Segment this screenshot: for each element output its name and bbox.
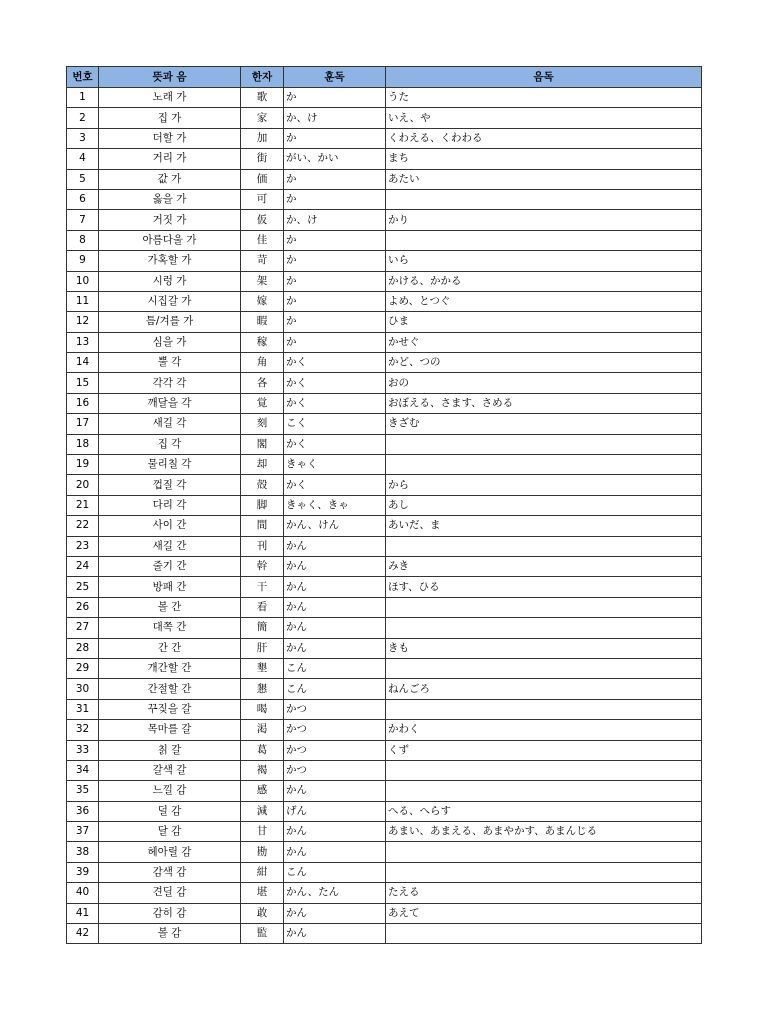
row-number: 9 xyxy=(67,251,99,271)
row-hundok: か、け xyxy=(284,108,386,128)
row-hundok: こん xyxy=(284,658,386,678)
row-number: 3 xyxy=(67,128,99,148)
row-eumdok: きも xyxy=(386,638,702,658)
header-number: 번호 xyxy=(67,67,99,88)
row-hanja: 稼 xyxy=(241,332,284,352)
row-hundok: げん xyxy=(284,801,386,821)
row-eumdok: おの xyxy=(386,373,702,393)
row-hundok: かん xyxy=(284,903,386,923)
row-hundok: かく xyxy=(284,353,386,373)
row-eumdok: かわく xyxy=(386,720,702,740)
row-hanja: 嫁 xyxy=(241,291,284,311)
row-hanja: 減 xyxy=(241,801,284,821)
row-number: 39 xyxy=(67,862,99,882)
row-hanja: 敢 xyxy=(241,903,284,923)
row-hanja: 歌 xyxy=(241,88,284,108)
row-meaning-sound: 볼 감 xyxy=(99,924,241,944)
row-hundok: かく xyxy=(284,373,386,393)
row-number: 17 xyxy=(67,414,99,434)
row-eumdok: うた xyxy=(386,88,702,108)
kanji-table xyxy=(66,66,702,944)
row-hanja: 刊 xyxy=(241,536,284,556)
row-meaning-sound: 새길 각 xyxy=(99,414,241,434)
row-hanja: 仮 xyxy=(241,210,284,230)
row-eumdok: おぼえる、さます、さめる xyxy=(386,393,702,413)
row-number: 30 xyxy=(67,679,99,699)
row-hundok: こん xyxy=(284,862,386,882)
table-row xyxy=(67,781,702,801)
row-meaning-sound: 달 감 xyxy=(99,822,241,842)
row-eumdok: いえ、や xyxy=(386,108,702,128)
row-number: 32 xyxy=(67,720,99,740)
row-hundok: か xyxy=(284,169,386,189)
row-eumdok: あし xyxy=(386,495,702,515)
row-number: 7 xyxy=(67,210,99,230)
row-eumdok: あたい xyxy=(386,169,702,189)
row-hundok: かん xyxy=(284,781,386,801)
row-eumdok xyxy=(386,597,702,617)
row-hundok: か xyxy=(284,312,386,332)
row-hanja: 価 xyxy=(241,169,284,189)
row-number: 38 xyxy=(67,842,99,862)
row-number: 18 xyxy=(67,434,99,454)
row-hanja: 肝 xyxy=(241,638,284,658)
row-hanja: 渇 xyxy=(241,720,284,740)
row-hanja: 監 xyxy=(241,924,284,944)
row-number: 23 xyxy=(67,536,99,556)
row-meaning-sound: 감히 감 xyxy=(99,903,241,923)
row-eumdok: みき xyxy=(386,556,702,576)
row-number: 27 xyxy=(67,618,99,638)
row-hundok: かん、たん xyxy=(284,883,386,903)
row-hundok: こく xyxy=(284,414,386,434)
row-eumdok xyxy=(386,434,702,454)
row-eumdok xyxy=(386,760,702,780)
row-number: 35 xyxy=(67,781,99,801)
row-meaning-sound: 옳을 가 xyxy=(99,189,241,209)
table-row xyxy=(67,658,702,678)
table-row xyxy=(67,516,702,536)
table-row xyxy=(67,455,702,475)
row-hundok: かく xyxy=(284,475,386,495)
row-number: 34 xyxy=(67,760,99,780)
row-hundok: かん xyxy=(284,556,386,576)
table-row xyxy=(67,434,702,454)
table-row xyxy=(67,720,702,740)
row-eumdok: ほす、ひる xyxy=(386,577,702,597)
row-number: 40 xyxy=(67,883,99,903)
row-hundok: かん xyxy=(284,638,386,658)
header-eumdok: 음독 xyxy=(386,67,702,88)
row-hanja: 干 xyxy=(241,577,284,597)
row-eumdok: あいだ、ま xyxy=(386,516,702,536)
row-meaning-sound: 가혹할 가 xyxy=(99,251,241,271)
row-meaning-sound: 감색 감 xyxy=(99,862,241,882)
row-number: 28 xyxy=(67,638,99,658)
row-meaning-sound: 칡 갈 xyxy=(99,740,241,760)
row-meaning-sound: 집 각 xyxy=(99,434,241,454)
row-eumdok xyxy=(386,699,702,719)
row-meaning-sound: 헤아릴 감 xyxy=(99,842,241,862)
row-meaning-sound: 갈색 갈 xyxy=(99,760,241,780)
row-eumdok: かせぐ xyxy=(386,332,702,352)
row-hanja: 角 xyxy=(241,353,284,373)
row-hanja: 看 xyxy=(241,597,284,617)
row-meaning-sound: 물리칠 각 xyxy=(99,455,241,475)
row-eumdok xyxy=(386,658,702,678)
row-hundok: かつ xyxy=(284,760,386,780)
row-meaning-sound: 아름다울 가 xyxy=(99,230,241,250)
row-number: 4 xyxy=(67,149,99,169)
row-number: 8 xyxy=(67,230,99,250)
table-row xyxy=(67,169,702,189)
row-number: 31 xyxy=(67,699,99,719)
row-hundok: か xyxy=(284,128,386,148)
row-hundok: か xyxy=(284,332,386,352)
row-hanja: 感 xyxy=(241,781,284,801)
row-number: 5 xyxy=(67,169,99,189)
table-row xyxy=(67,618,702,638)
table-row xyxy=(67,291,702,311)
header-hundok: 훈독 xyxy=(284,67,386,88)
row-number: 29 xyxy=(67,658,99,678)
row-number: 26 xyxy=(67,597,99,617)
row-eumdok: たえる xyxy=(386,883,702,903)
row-meaning-sound: 목마를 갈 xyxy=(99,720,241,740)
table-row xyxy=(67,271,702,291)
row-hanja: 暇 xyxy=(241,312,284,332)
row-number: 1 xyxy=(67,88,99,108)
row-eumdok: かける、かかる xyxy=(386,271,702,291)
row-hundok: かん xyxy=(284,842,386,862)
row-eumdok: から xyxy=(386,475,702,495)
row-meaning-sound: 시렁 가 xyxy=(99,271,241,291)
row-hundok: かつ xyxy=(284,720,386,740)
row-meaning-sound: 개간할 간 xyxy=(99,658,241,678)
row-eumdok: きざむ xyxy=(386,414,702,434)
row-number: 12 xyxy=(67,312,99,332)
table-row xyxy=(67,88,702,108)
row-hundok: かん、けん xyxy=(284,516,386,536)
row-hanja: 褐 xyxy=(241,760,284,780)
table-row xyxy=(67,251,702,271)
row-meaning-sound: 거짓 가 xyxy=(99,210,241,230)
table-row xyxy=(67,189,702,209)
row-meaning-sound: 견딜 감 xyxy=(99,883,241,903)
row-hundok: か xyxy=(284,271,386,291)
row-eumdok xyxy=(386,618,702,638)
row-meaning-sound: 볼 간 xyxy=(99,597,241,617)
row-hundok: かん xyxy=(284,924,386,944)
row-hundok: か xyxy=(284,230,386,250)
row-hanja: 苛 xyxy=(241,251,284,271)
row-hundok: かん xyxy=(284,618,386,638)
row-number: 13 xyxy=(67,332,99,352)
row-hanja: 簡 xyxy=(241,618,284,638)
row-number: 6 xyxy=(67,189,99,209)
row-eumdok xyxy=(386,230,702,250)
row-number: 19 xyxy=(67,455,99,475)
table-row xyxy=(67,924,702,944)
table-row xyxy=(67,414,702,434)
row-meaning-sound: 깨달을 각 xyxy=(99,393,241,413)
row-number: 2 xyxy=(67,108,99,128)
row-hundok: かつ xyxy=(284,699,386,719)
row-eumdok: よめ、とつぐ xyxy=(386,291,702,311)
row-hanja: 却 xyxy=(241,455,284,475)
row-number: 33 xyxy=(67,740,99,760)
row-hanja: 佳 xyxy=(241,230,284,250)
header-hanja: 한자 xyxy=(241,67,284,88)
row-hundok: きゃく xyxy=(284,455,386,475)
row-eumdok: まち xyxy=(386,149,702,169)
table-row xyxy=(67,597,702,617)
row-hundok: か xyxy=(284,189,386,209)
row-hanja: 覚 xyxy=(241,393,284,413)
row-hanja: 葛 xyxy=(241,740,284,760)
row-hundok: かつ xyxy=(284,740,386,760)
row-hundok: こん xyxy=(284,679,386,699)
table-row xyxy=(67,740,702,760)
row-meaning-sound: 느낄 감 xyxy=(99,781,241,801)
table-row xyxy=(67,577,702,597)
row-number: 37 xyxy=(67,822,99,842)
table-row xyxy=(67,210,702,230)
table-row xyxy=(67,760,702,780)
row-meaning-sound: 거리 가 xyxy=(99,149,241,169)
row-meaning-sound: 방패 간 xyxy=(99,577,241,597)
row-hanja: 閣 xyxy=(241,434,284,454)
table-row xyxy=(67,699,702,719)
row-eumdok: へる、へらす xyxy=(386,801,702,821)
table-row xyxy=(67,475,702,495)
table-row xyxy=(67,230,702,250)
row-meaning-sound: 사이 간 xyxy=(99,516,241,536)
row-hanja: 墾 xyxy=(241,658,284,678)
row-number: 16 xyxy=(67,393,99,413)
row-meaning-sound: 다리 각 xyxy=(99,495,241,515)
row-meaning-sound: 더할 가 xyxy=(99,128,241,148)
table-row xyxy=(67,108,702,128)
table-row xyxy=(67,149,702,169)
table-row xyxy=(67,822,702,842)
row-meaning-sound: 꾸짖을 갈 xyxy=(99,699,241,719)
table-row xyxy=(67,556,702,576)
table-row xyxy=(67,373,702,393)
row-eumdok: いら xyxy=(386,251,702,271)
row-meaning-sound: 덜 감 xyxy=(99,801,241,821)
row-number: 10 xyxy=(67,271,99,291)
row-eumdok xyxy=(386,455,702,475)
row-meaning-sound: 값 가 xyxy=(99,169,241,189)
row-number: 22 xyxy=(67,516,99,536)
row-hanja: 紺 xyxy=(241,862,284,882)
row-hanja: 架 xyxy=(241,271,284,291)
row-hanja: 懇 xyxy=(241,679,284,699)
table-row xyxy=(67,393,702,413)
table-row xyxy=(67,801,702,821)
row-meaning-sound: 각각 각 xyxy=(99,373,241,393)
row-eumdok xyxy=(386,842,702,862)
row-eumdok xyxy=(386,781,702,801)
row-eumdok: あまい、あまえる、あまやかす、あまんじる xyxy=(386,822,702,842)
row-eumdok: くわえる、くわわる xyxy=(386,128,702,148)
row-eumdok: かり xyxy=(386,210,702,230)
table-row xyxy=(67,312,702,332)
row-meaning-sound: 줄기 간 xyxy=(99,556,241,576)
row-hanja: 街 xyxy=(241,149,284,169)
table-row xyxy=(67,638,702,658)
row-hanja: 甘 xyxy=(241,822,284,842)
row-meaning-sound: 시집갈 가 xyxy=(99,291,241,311)
row-number: 15 xyxy=(67,373,99,393)
row-eumdok: くず xyxy=(386,740,702,760)
row-hanja: 殻 xyxy=(241,475,284,495)
row-hundok: かん xyxy=(284,577,386,597)
row-hanja: 喝 xyxy=(241,699,284,719)
row-meaning-sound: 대쪽 간 xyxy=(99,618,241,638)
header-row xyxy=(67,67,702,88)
row-hanja: 各 xyxy=(241,373,284,393)
row-meaning-sound: 간절할 간 xyxy=(99,679,241,699)
table-row xyxy=(67,862,702,882)
row-hanja: 加 xyxy=(241,128,284,148)
row-meaning-sound: 틈/겨를 가 xyxy=(99,312,241,332)
row-eumdok: かど、つの xyxy=(386,353,702,373)
row-hundok: がい、かい xyxy=(284,149,386,169)
row-hundok: かん xyxy=(284,597,386,617)
table-row xyxy=(67,128,702,148)
row-hanja: 刻 xyxy=(241,414,284,434)
row-number: 21 xyxy=(67,495,99,515)
row-eumdok: ひま xyxy=(386,312,702,332)
table-row xyxy=(67,353,702,373)
row-hundok: かん xyxy=(284,822,386,842)
row-hanja: 間 xyxy=(241,516,284,536)
row-meaning-sound: 뿔 각 xyxy=(99,353,241,373)
row-hanja: 幹 xyxy=(241,556,284,576)
table-row xyxy=(67,679,702,699)
row-hundok: か xyxy=(284,251,386,271)
row-eumdok: ねんごろ xyxy=(386,679,702,699)
row-hanja: 堪 xyxy=(241,883,284,903)
row-hanja: 脚 xyxy=(241,495,284,515)
row-number: 11 xyxy=(67,291,99,311)
row-eumdok xyxy=(386,924,702,944)
row-number: 42 xyxy=(67,924,99,944)
row-meaning-sound: 심을 가 xyxy=(99,332,241,352)
row-number: 24 xyxy=(67,556,99,576)
row-hundok: かん xyxy=(284,536,386,556)
row-meaning-sound: 껍질 각 xyxy=(99,475,241,495)
row-eumdok xyxy=(386,189,702,209)
row-hanja: 家 xyxy=(241,108,284,128)
table-row xyxy=(67,883,702,903)
row-meaning-sound: 노래 가 xyxy=(99,88,241,108)
row-eumdok: あえて xyxy=(386,903,702,923)
table-row xyxy=(67,332,702,352)
row-meaning-sound: 새길 간 xyxy=(99,536,241,556)
row-eumdok xyxy=(386,862,702,882)
row-hundok: か、け xyxy=(284,210,386,230)
row-number: 36 xyxy=(67,801,99,821)
table-row xyxy=(67,495,702,515)
table-row xyxy=(67,536,702,556)
row-hundok: きゃく、きゃ xyxy=(284,495,386,515)
row-hundok: かく xyxy=(284,434,386,454)
row-number: 20 xyxy=(67,475,99,495)
table-row xyxy=(67,842,702,862)
row-number: 25 xyxy=(67,577,99,597)
row-meaning-sound: 간 간 xyxy=(99,638,241,658)
row-hanja: 可 xyxy=(241,189,284,209)
row-meaning-sound: 집 가 xyxy=(99,108,241,128)
header-meaning-sound: 뜻과 음 xyxy=(99,67,241,88)
row-hanja: 勘 xyxy=(241,842,284,862)
table-row xyxy=(67,903,702,923)
row-eumdok xyxy=(386,536,702,556)
row-number: 41 xyxy=(67,903,99,923)
row-hundok: か xyxy=(284,88,386,108)
row-hundok: かく xyxy=(284,393,386,413)
row-hundok: か xyxy=(284,291,386,311)
row-number: 14 xyxy=(67,353,99,373)
